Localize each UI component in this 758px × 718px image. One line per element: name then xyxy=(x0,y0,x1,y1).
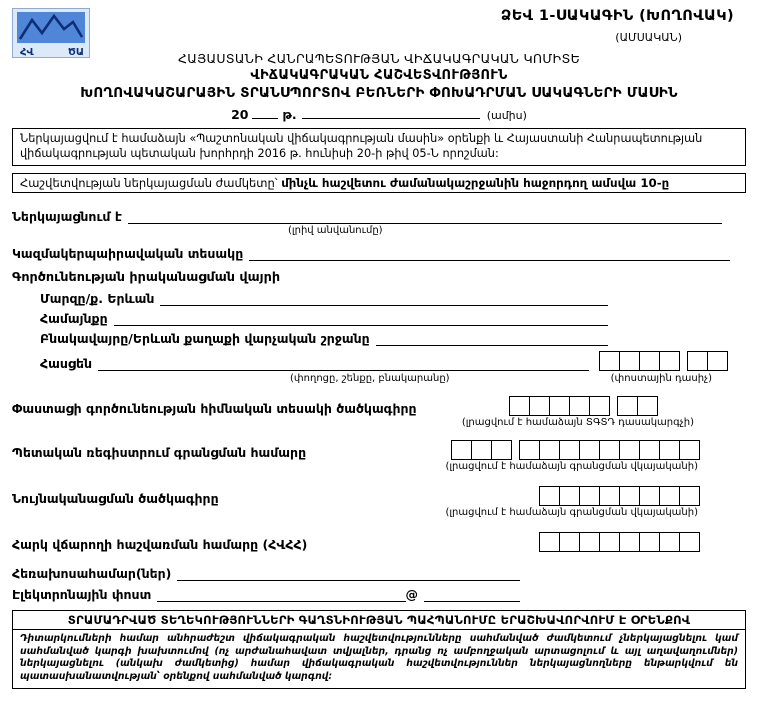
presenter-hint-row xyxy=(12,225,746,236)
code-box[interactable] xyxy=(617,396,638,416)
region-input[interactable] xyxy=(160,291,608,306)
code-box[interactable] xyxy=(619,440,640,460)
email-row xyxy=(12,587,746,602)
logo-letters-left: ՀՎ xyxy=(20,47,34,58)
deadline-value: մինչև հաշվետու ժամանակաշրջանին հաջորդող ամսվա 10-ը xyxy=(281,175,670,190)
region-row xyxy=(40,291,746,306)
code-box[interactable] xyxy=(639,440,660,460)
location-heading: Գործունեության իրականացման վայրի xyxy=(12,269,281,285)
register-number-hint: (լրացվում է համաձայն գրանցման վկայականի) xyxy=(445,460,698,472)
id-code-hint: (լրացվում է համաձայն գրանցման վկայականի) xyxy=(445,506,698,518)
settlement-label: Բնակավայրը/Երևան քաղաքի վարչական շրջանը xyxy=(40,330,370,346)
community-row xyxy=(40,311,746,326)
presenter-name-input[interactable] xyxy=(128,209,722,224)
legal-basis-box: Ներկայացվում է համաձայն «Պաշտոնական վիճակագրության մասին» օրենքի և Հայաստանի Հանրապետության վիճակագրության պետական խորհրդի 2016 թ. հունիսի 20-ի թիվ 05-Ն որոշման: xyxy=(12,128,746,166)
deadline-box xyxy=(12,173,746,193)
code-box[interactable] xyxy=(659,532,680,552)
email-domain-input[interactable] xyxy=(424,587,520,602)
armstat-logo xyxy=(12,8,90,58)
address-label: Հասցեն xyxy=(40,355,92,371)
address-row xyxy=(40,351,746,371)
liability-note: Դիտարկումների համար անհրաժեշտ վիճակագրական հաշվետվությունները սահմանված ժամկետում չներկայացնելու կամ սահմանված կարգի խախտումով (ոչ արժանահավատ տվյալներ, դրանց ոչ ամբողջական արտացոլում և այլ աղավաղումներ) ներկայացնելու (անկախ ժամկետից) համար վիճակագրական հաշվետվություններ ներկայացնողները ենթարկվում են պատասխանատվության՝ օրենքով սահմանված կարգով: xyxy=(20,632,738,683)
code-box[interactable] xyxy=(619,351,640,371)
code-box[interactable] xyxy=(559,532,580,552)
code-box[interactable] xyxy=(619,486,640,506)
presenter-hint: (լրիվ անվանումը) xyxy=(288,224,383,236)
code-box[interactable] xyxy=(509,396,530,416)
code-box[interactable] xyxy=(539,486,560,506)
code-box[interactable] xyxy=(619,532,640,552)
address-hint: (փողոցը, շենքը, բնակարանը) xyxy=(290,372,450,384)
code-box[interactable] xyxy=(599,440,620,460)
register-number-row xyxy=(12,440,746,460)
legal-form-row xyxy=(12,246,746,261)
code-box[interactable] xyxy=(659,440,680,460)
code-box[interactable] xyxy=(579,532,600,552)
report-title: ԽՈՂՈՎԱԿԱՇԱՐԱՅԻՆ ՏՐԱՆՍՊՈՐՏՈՎ ԲԵՌՆԵՐԻ ՓՈԽԱԴՐՄԱՆ ՍԱԿԱԳՆԵՐԻ ՄԱՍԻՆ xyxy=(80,85,678,101)
tin-label: Հարկ վճարողի հաշվառման համարը (ՀՎՀՀ) xyxy=(12,536,308,552)
address-hint-row xyxy=(12,372,746,384)
confidentiality-statement: ՏՐԱՄԱԴՐՎԱԾ ՏԵՂԵԿՈՒԹՅՈՒՆՆԵՐԻ ԳԱՂՏՆԻՈՒԹՅԱՆ ՊԱՀՊԱՆՈՒՄԸ ԵՐԱՇԽԱՎՈՐՎՈՒՄ Է ՕՐԵՆՔՈՎ xyxy=(13,611,745,630)
code-box[interactable] xyxy=(549,396,570,416)
year-prefix: 20 xyxy=(231,107,249,122)
code-box[interactable] xyxy=(679,486,700,506)
form-periodicity: (ԱՄՍԱԿԱՆ) xyxy=(615,31,682,44)
register-number-label: Պետական ռեգիստրում գրանցման համարը xyxy=(12,444,307,460)
code-box[interactable] xyxy=(637,396,658,416)
report-kind: ՎԻՃԱԿԱԳՐԱԿԱՆ ՀԱՇՎԵՏՎՈՒԹՅՈՒՆ xyxy=(250,68,508,83)
activity-code-row xyxy=(12,396,746,416)
activity-code-label: Փաստացի գործունեության հիմնական տեսակի ծածկագիրը xyxy=(12,400,417,416)
code-box[interactable] xyxy=(599,351,620,371)
code-box[interactable] xyxy=(529,396,550,416)
code-box[interactable] xyxy=(707,351,728,371)
deadline-label: Հաշվետվության ներկայացման ժամկետը՝ xyxy=(20,175,278,190)
activity-code-boxes[interactable] xyxy=(509,396,658,416)
region-label: Մարզը/ք. Երևան xyxy=(40,290,155,306)
settlement-input[interactable] xyxy=(376,331,608,346)
code-box[interactable] xyxy=(559,486,580,506)
code-box[interactable] xyxy=(589,396,610,416)
code-box[interactable] xyxy=(579,440,600,460)
code-box[interactable] xyxy=(679,440,700,460)
code-box[interactable] xyxy=(451,440,472,460)
code-box[interactable] xyxy=(599,486,620,506)
id-code-row xyxy=(12,486,746,506)
settlement-row xyxy=(40,331,746,346)
code-box[interactable] xyxy=(659,486,680,506)
id-code-boxes[interactable] xyxy=(539,486,700,506)
email-local-input[interactable] xyxy=(157,587,405,602)
year-input[interactable] xyxy=(252,106,278,119)
phone-label: Հեռախոսահամար(ներ) xyxy=(12,565,172,581)
email-label: Էլեկտրոնային փոստ xyxy=(12,586,152,602)
presenter-label: Ներկայացնում է xyxy=(12,208,122,224)
tin-boxes[interactable] xyxy=(539,532,700,552)
code-box[interactable] xyxy=(539,532,560,552)
code-box[interactable] xyxy=(599,532,620,552)
code-box[interactable] xyxy=(491,440,512,460)
month-input[interactable] xyxy=(302,106,480,119)
code-box[interactable] xyxy=(639,532,660,552)
id-code-label: Նույնականացման ծածկագիրը xyxy=(12,490,219,506)
code-box[interactable] xyxy=(639,486,660,506)
form-code: ՁԵՎ 1-ՍԱԿԱԳԻՆ (ԽՈՂՈՎԱԿ) xyxy=(500,8,734,24)
postal-code-hint: (փոստային դասիչ) xyxy=(610,372,712,384)
code-box[interactable] xyxy=(569,396,590,416)
presenter-row xyxy=(12,209,746,224)
logo-letters-right: ԾԱ xyxy=(68,47,85,58)
address-input[interactable] xyxy=(98,356,589,371)
phone-input[interactable] xyxy=(177,566,520,581)
code-box[interactable] xyxy=(579,486,600,506)
code-box[interactable] xyxy=(471,440,492,460)
code-box[interactable] xyxy=(519,440,540,460)
community-label: Համայնքը xyxy=(40,310,108,326)
code-box[interactable] xyxy=(687,351,708,371)
tin-row xyxy=(12,532,746,552)
legal-form-input[interactable] xyxy=(249,246,730,261)
code-box[interactable] xyxy=(659,351,680,371)
community-input[interactable] xyxy=(114,311,608,326)
report-period-line xyxy=(12,106,746,122)
register-number-boxes[interactable] xyxy=(451,440,700,460)
code-box[interactable] xyxy=(539,440,560,460)
committee-name: ՀԱՅԱՍՏԱՆԻ ՀԱՆՐԱՊԵՏՈՒԹՅԱՆ ՎԻՃԱԿԱԳՐԱԿԱՆ ԿՈՄԻՏԵ xyxy=(177,51,581,66)
code-box[interactable] xyxy=(679,532,700,552)
postal-code-boxes[interactable] xyxy=(599,351,728,371)
activity-code-hint: (լրացվում է համաձայն ՏԳՏԴ դասակարգչի) xyxy=(461,416,694,428)
phone-row xyxy=(12,566,746,581)
legal-footer-block xyxy=(12,610,746,689)
year-word: թ. xyxy=(282,107,297,122)
legal-form-label: Կազմակերպաիրավական տեսակը xyxy=(12,245,244,261)
code-box[interactable] xyxy=(639,351,660,371)
month-hint: (ամիս) xyxy=(486,109,527,122)
email-at-symbol: @ xyxy=(405,586,418,602)
code-box[interactable] xyxy=(559,440,580,460)
armstat-logo-graphic xyxy=(12,8,90,58)
